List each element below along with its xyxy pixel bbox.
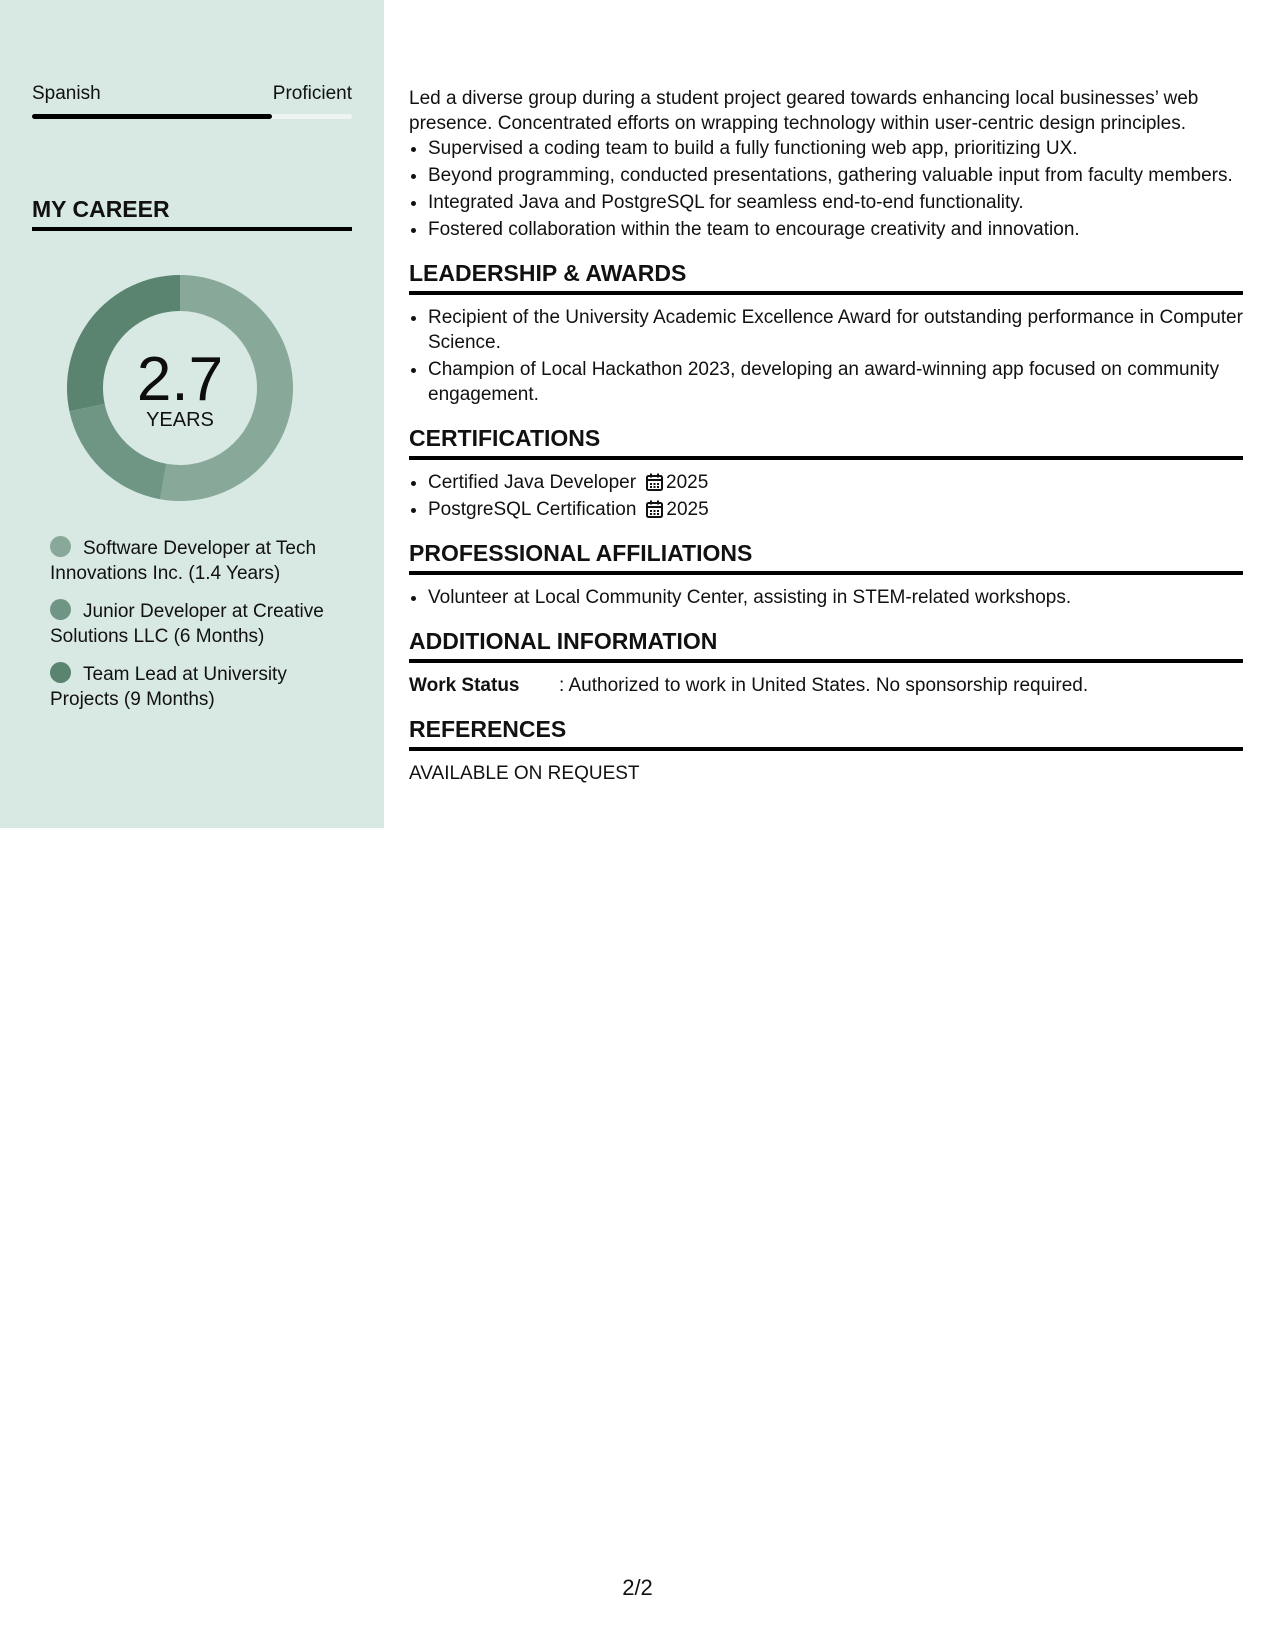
language-progress-bar bbox=[32, 114, 352, 119]
experience-value: 2.7 bbox=[136, 345, 224, 414]
language-progress-fill bbox=[32, 114, 272, 119]
legend-dot-icon bbox=[50, 536, 71, 557]
list-item: • Recipient of the University Academic Excellence Award for outstanding performance in Computer Science. bbox=[428, 305, 1243, 355]
references-text: AVAILABLE ON REQUEST bbox=[409, 763, 640, 784]
references-heading: REFERENCES bbox=[409, 714, 1243, 751]
career-legend-label: Junior Developer at Creative Solutions LLC (6 Months) bbox=[50, 601, 324, 647]
legend-dot-icon bbox=[50, 599, 71, 620]
certification-year: 2025 bbox=[666, 499, 709, 520]
project-description: Led a diverse group during a student project geared towards enhancing local businesses’ web presence. Concentrated efforts on wrapping technology within user-centric design principles. bbox=[409, 88, 1199, 134]
work-status-value: : Authorized to work in United States. No sponsorship required. bbox=[559, 675, 1089, 696]
leadership-heading: LEADERSHIP & AWARDS bbox=[409, 258, 1243, 295]
additional-info-heading: ADDITIONAL INFORMATION bbox=[409, 626, 1243, 663]
affiliations-heading: PROFESSIONAL AFFILIATIONS bbox=[409, 538, 1243, 575]
legend-dot-icon bbox=[50, 662, 71, 683]
language-name: Spanish bbox=[32, 83, 101, 104]
certifications-list bbox=[409, 470, 1243, 522]
list-item: • Volunteer at Local Community Center, assisting in STEM-related workshops. bbox=[428, 585, 1243, 610]
sidebar bbox=[0, 0, 384, 828]
list-item: • Champion of Local Hackathon 2023, developing an award-winning app focused on community engagement. bbox=[428, 357, 1243, 407]
project-bullets bbox=[409, 136, 1243, 242]
certification-name: PostgreSQL Certification bbox=[428, 499, 637, 520]
career-legend-item bbox=[50, 536, 330, 586]
work-status-row bbox=[409, 673, 1243, 698]
main-content bbox=[409, 86, 1243, 786]
certification-item bbox=[428, 470, 1243, 495]
list-item: • Supervised a coding team to build a fully functioning web app, prioritizing UX. bbox=[428, 136, 1243, 161]
career-legend-item bbox=[50, 662, 330, 712]
leadership-list bbox=[409, 305, 1243, 407]
calendar-icon bbox=[646, 473, 663, 491]
page-number: 2/2 bbox=[622, 1575, 653, 1600]
certifications-heading: CERTIFICATIONS bbox=[409, 423, 1243, 460]
career-legend-label: Software Developer at Tech Innovations Inc. (1.4 Years) bbox=[50, 538, 317, 584]
certification-year: 2025 bbox=[666, 472, 709, 493]
list-item: • Fostered collaboration within the team to encourage creativity and innovation. bbox=[428, 217, 1243, 242]
list-item: • Beyond programming, conducted presentations, gathering valuable input from faculty members. bbox=[428, 163, 1243, 188]
calendar-icon bbox=[646, 500, 663, 518]
list-item: • Integrated Java and PostgreSQL for seamless end-to-end functionality. bbox=[428, 190, 1243, 215]
experience-unit: YEARS bbox=[146, 409, 214, 431]
career-heading: MY CAREER bbox=[32, 194, 352, 231]
certification-item bbox=[428, 497, 1243, 522]
career-legend-item bbox=[50, 599, 330, 649]
work-status-label: Work Status bbox=[409, 675, 520, 696]
affiliations-list bbox=[409, 585, 1243, 610]
career-legend bbox=[50, 536, 330, 725]
career-legend-label: Team Lead at University Projects (9 Months) bbox=[50, 664, 287, 710]
certification-name: Certified Java Developer bbox=[428, 472, 637, 493]
language-level: Proficient bbox=[272, 83, 352, 104]
